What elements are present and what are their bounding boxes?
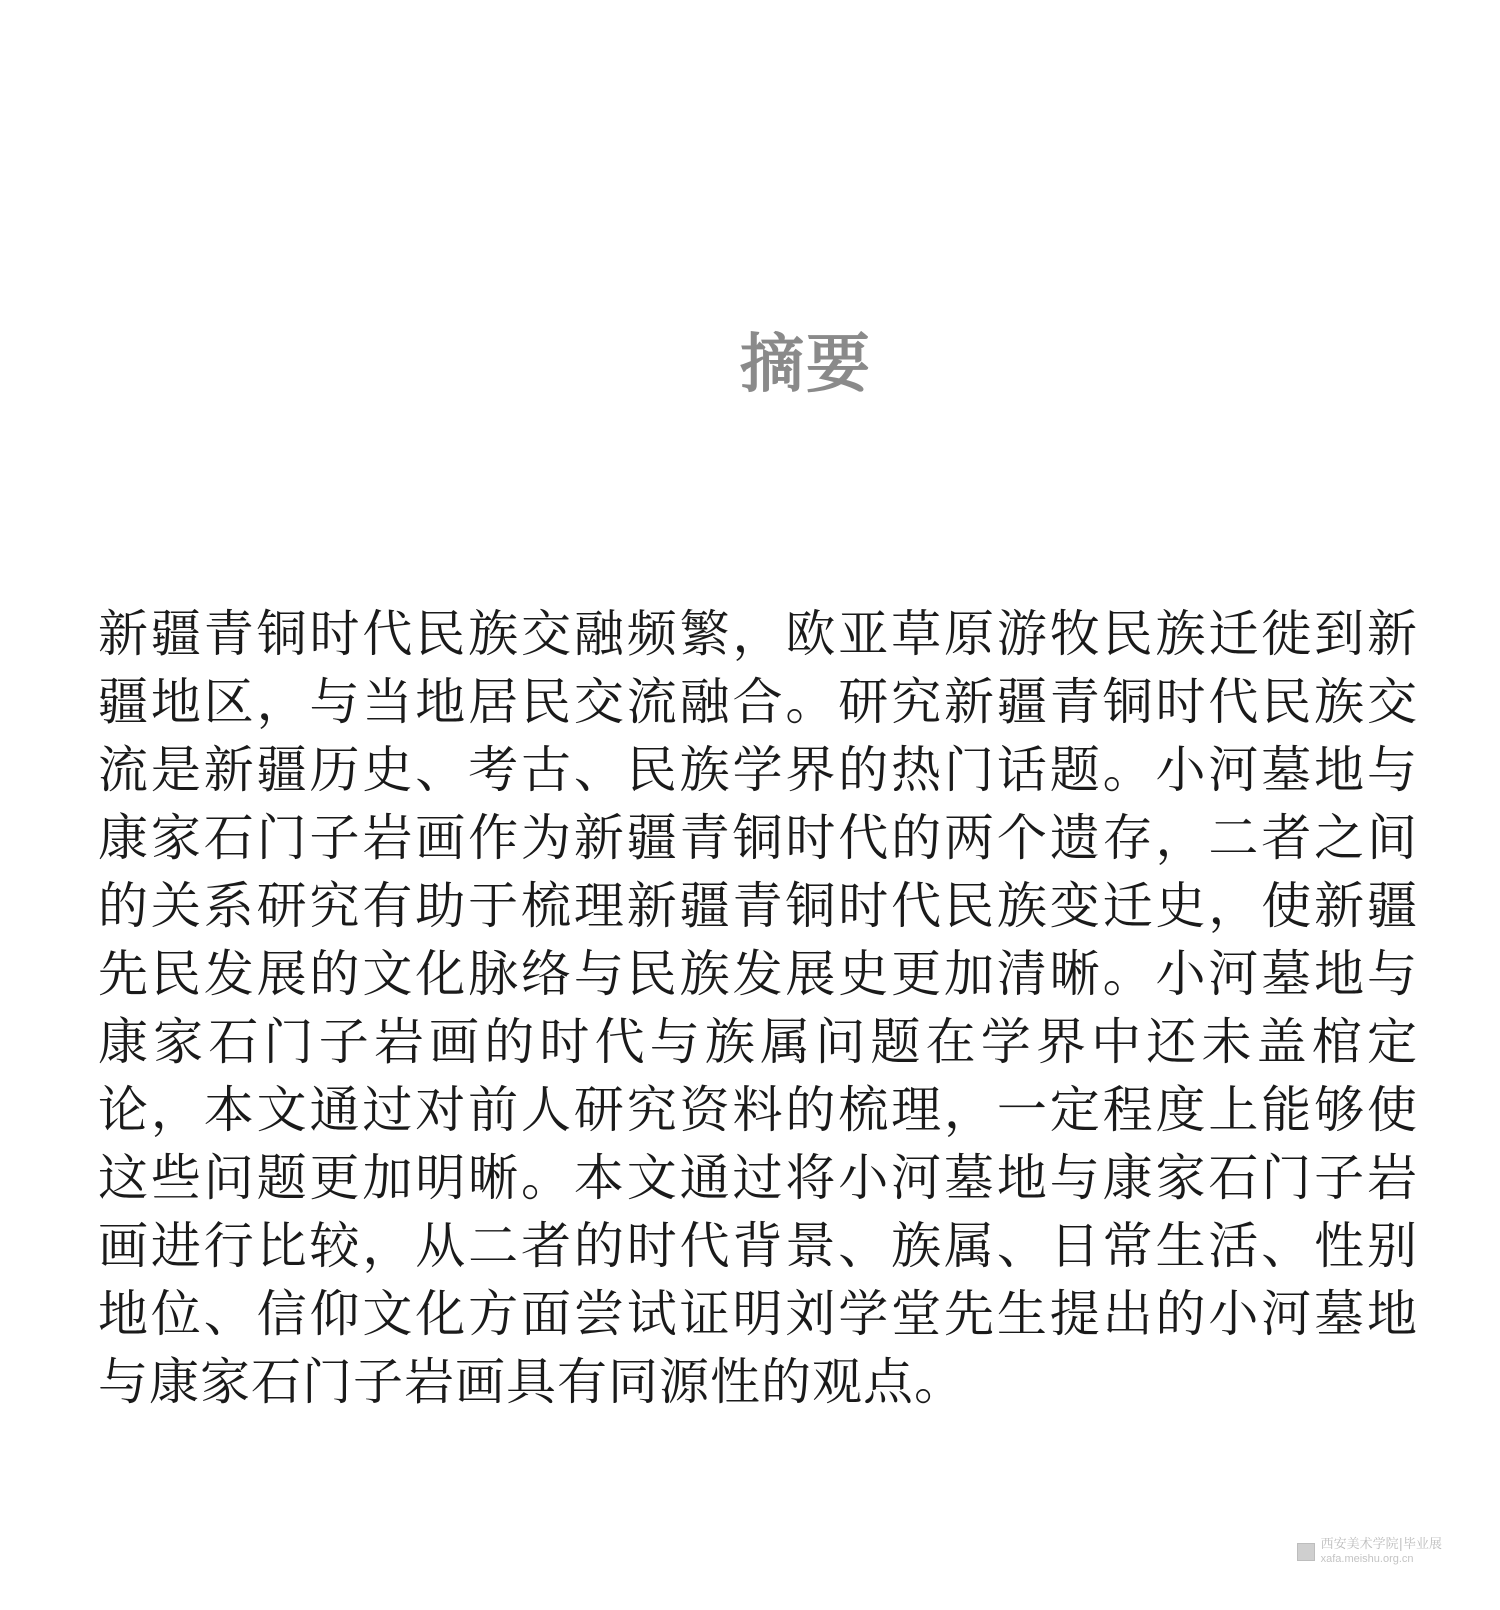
page-title: 摘要 (740, 327, 872, 402)
watermark-name: 西安美术学院|毕业展 (1320, 1537, 1442, 1552)
watermark-text (1321, 1538, 1442, 1566)
watermark (1297, 1538, 1442, 1566)
abstract-body: 新疆青铜时代民族交融频繁，欧亚草原游牧民族迁徙到新疆地区，与当地居民交流融合。研究新疆青铜时代民族交流是新疆历史、考古、民族学界的热门话题。小河墓地与康家石门子岩画作为新疆青铜时代的两个遗存，二者之间的关系研究有助于梳理新疆青铜时代民族变迁史，使新疆先民发展的文化脉络与民族发展史更加清晰。小河墓地与康家石门子岩画的时代与族属问题在学界中还未盖棺定论，本文通过对前人研究资料的梳理，一定程度上能够使这些问题更加明晰。本文通过将小河墓地与康家石门子岩画进行比较，从二者的时代背景、族属、日常生活、性别地位、信仰文化方面尝试证明刘学堂先生提出的小河墓地与康家石门子岩画具有同源性的观点。 (98, 605, 1418, 1411)
watermark-url: xafa.meishu.org.cn (1320, 1553, 1414, 1565)
school-logo-icon (1297, 1543, 1315, 1561)
